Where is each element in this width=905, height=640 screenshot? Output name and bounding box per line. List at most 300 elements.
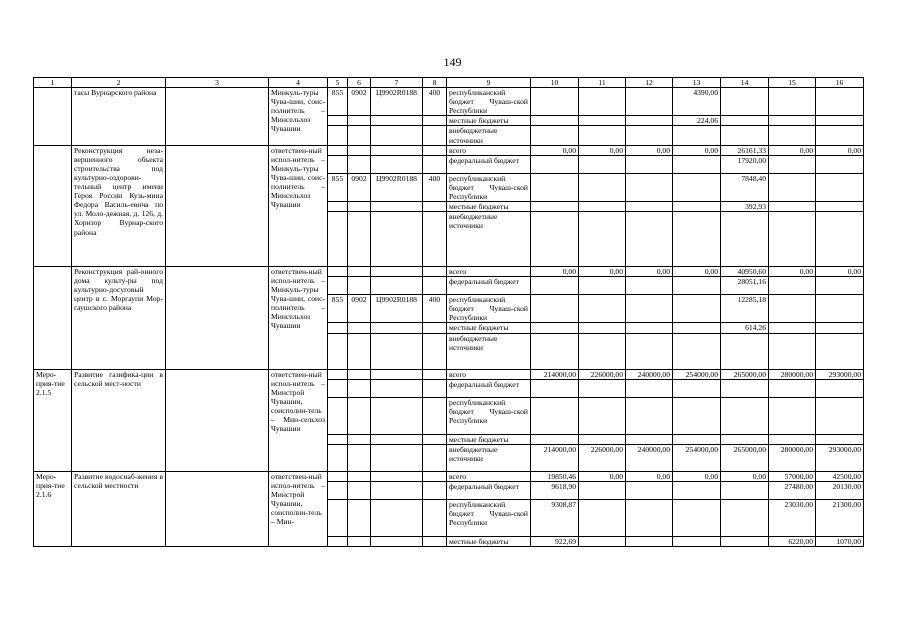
- table-cell: [769, 126, 816, 145]
- table-cell: [531, 276, 579, 294]
- table-cell: [673, 155, 721, 173]
- table-cell: [328, 398, 348, 434]
- table-cell: 0,00: [769, 145, 816, 155]
- table-cell: внебюджетные источники: [447, 212, 531, 267]
- table-cell: [626, 434, 673, 444]
- table-cell: [348, 434, 371, 444]
- table-cell: 922,69: [531, 536, 579, 546]
- table-cell: [769, 398, 816, 434]
- table-cell: 226000,00: [579, 369, 626, 379]
- table-cell: [371, 482, 423, 500]
- table-cell: Меро-прия-тие 2.1.6: [34, 471, 72, 546]
- table-cell: всего: [447, 266, 531, 276]
- table-cell: [626, 295, 673, 323]
- table-cell: [328, 444, 348, 471]
- table-cell: [816, 380, 864, 398]
- column-number-8: 8: [423, 78, 447, 88]
- table-cell: всего: [447, 471, 531, 481]
- table-cell: [579, 398, 626, 434]
- table-cell: [769, 116, 816, 126]
- table-cell: [328, 434, 348, 444]
- table-cell: [166, 88, 269, 146]
- table-cell: [328, 276, 348, 294]
- table-cell: [673, 500, 721, 536]
- table-cell: [371, 536, 423, 546]
- table-cell: внебюджетные источники: [447, 126, 531, 145]
- table-cell: 0902: [348, 88, 371, 116]
- column-number-4: 4: [269, 78, 328, 88]
- table-cell: 280000,00: [769, 369, 816, 379]
- table-cell: [34, 145, 72, 266]
- table-cell: тасы Вурнарского района: [72, 88, 166, 146]
- table-cell: [328, 116, 348, 126]
- table-cell: 400: [423, 295, 447, 323]
- table-cell: [769, 276, 816, 294]
- table-cell: [328, 536, 348, 546]
- table-cell: ответствен-ный испол-нитель – Минстрой Чувашии, соисполни-тель – Мин-сельхоз Чувашии: [269, 369, 328, 471]
- table-cell: [328, 202, 348, 212]
- table-cell: местные бюджеты: [447, 116, 531, 126]
- table-cell: [328, 155, 348, 173]
- table-cell: [626, 482, 673, 500]
- table-cell: [721, 536, 769, 546]
- table-cell: [673, 536, 721, 546]
- table-cell: [348, 155, 371, 173]
- table-cell: Минкуль-туры Чува-шии, соис-полнитель – Минсельхоз Чувашии: [269, 88, 328, 146]
- table-cell: [348, 333, 371, 369]
- column-number-1: 1: [34, 78, 72, 88]
- table-cell: ответствен-ный испол-нитель – Минстрой Чувашии, соисполни-тель – Мин-: [269, 471, 328, 546]
- column-number-row: [34, 78, 864, 88]
- table-cell: всего: [447, 369, 531, 379]
- column-number-2: 2: [72, 78, 166, 88]
- table-cell: [673, 276, 721, 294]
- table-cell: 265000,00: [721, 369, 769, 379]
- table-cell: Ц9902R0188: [371, 295, 423, 323]
- table-cell: местные бюджеты: [447, 434, 531, 444]
- table-cell: [371, 126, 423, 145]
- table-cell: 0,00: [721, 471, 769, 481]
- table-cell: [816, 116, 864, 126]
- table-cell: [423, 333, 447, 369]
- table-cell: [626, 202, 673, 212]
- budget-table: [33, 77, 864, 547]
- page-number: 149: [443, 55, 462, 69]
- table-cell: [579, 380, 626, 398]
- table-cell: [166, 369, 269, 471]
- table-cell: 0,00: [579, 471, 626, 481]
- table-cell: [328, 145, 348, 155]
- table-cell: 855: [328, 173, 348, 201]
- table-cell: [816, 434, 864, 444]
- table-cell: [371, 380, 423, 398]
- table-cell: 400: [423, 88, 447, 116]
- table-cell: [721, 482, 769, 500]
- table-cell: [673, 323, 721, 333]
- table-cell: 42500,00: [816, 471, 864, 481]
- table-cell: [673, 398, 721, 434]
- table-cell: [328, 369, 348, 379]
- table-cell: [579, 536, 626, 546]
- table-cell: республиканский бюджет Чуваш-ской Республики: [447, 398, 531, 434]
- table-cell: 214000,00: [531, 369, 579, 379]
- table-cell: [328, 471, 348, 481]
- table-cell: [721, 116, 769, 126]
- table-cell: [579, 88, 626, 116]
- table-cell: [371, 398, 423, 434]
- table-cell: [371, 202, 423, 212]
- table-cell: [531, 202, 579, 212]
- table-cell: 28051,16: [721, 276, 769, 294]
- table-cell: [816, 88, 864, 116]
- table-cell: [371, 276, 423, 294]
- table-cell: [579, 500, 626, 536]
- table-cell: 400: [423, 173, 447, 201]
- table-row: [34, 145, 864, 155]
- table-cell: всего: [447, 145, 531, 155]
- table-cell: [673, 380, 721, 398]
- table-cell: [816, 333, 864, 369]
- table-cell: [371, 434, 423, 444]
- table-cell: местные бюджеты: [447, 202, 531, 212]
- table-cell: [348, 116, 371, 126]
- table-cell: [579, 173, 626, 201]
- column-number-15: 15: [769, 78, 816, 88]
- table-cell: [816, 398, 864, 434]
- table-cell: [348, 380, 371, 398]
- table-cell: [348, 471, 371, 481]
- table-cell: 40950,60: [721, 266, 769, 276]
- table-cell: [626, 116, 673, 126]
- table-cell: [626, 155, 673, 173]
- table-cell: [328, 482, 348, 500]
- table-cell: [348, 126, 371, 145]
- column-number-12: 12: [626, 78, 673, 88]
- table-row: [34, 369, 864, 379]
- table-cell: 265000,00: [721, 444, 769, 471]
- table-cell: [371, 212, 423, 267]
- table-cell: 9618,90: [531, 482, 579, 500]
- table-cell: [579, 202, 626, 212]
- column-number-13: 13: [673, 78, 721, 88]
- table-cell: [816, 202, 864, 212]
- table-cell: [348, 276, 371, 294]
- table-cell: 0902: [348, 295, 371, 323]
- table-cell: [423, 500, 447, 536]
- table-cell: [626, 380, 673, 398]
- table-cell: [769, 380, 816, 398]
- table-cell: [371, 145, 423, 155]
- table-body: [34, 78, 864, 547]
- table-cell: 0,00: [816, 266, 864, 276]
- table-cell: [769, 212, 816, 267]
- table-cell: [348, 398, 371, 434]
- table-cell: 0,00: [673, 266, 721, 276]
- budget-table-container: [33, 77, 864, 547]
- table-cell: [328, 266, 348, 276]
- table-cell: [626, 212, 673, 267]
- table-cell: [769, 202, 816, 212]
- table-cell: [626, 323, 673, 333]
- table-cell: [371, 266, 423, 276]
- table-cell: [348, 500, 371, 536]
- table-cell: 6220,00: [769, 536, 816, 546]
- table-cell: [626, 398, 673, 434]
- table-cell: [531, 212, 579, 267]
- table-cell: [673, 295, 721, 323]
- table-cell: [579, 295, 626, 323]
- table-cell: [816, 173, 864, 201]
- table-cell: [721, 500, 769, 536]
- table-cell: [673, 333, 721, 369]
- table-cell: [371, 155, 423, 173]
- table-cell: [423, 482, 447, 500]
- table-cell: [166, 266, 269, 369]
- table-cell: [328, 380, 348, 398]
- table-cell: [531, 380, 579, 398]
- table-cell: [769, 323, 816, 333]
- table-cell: [769, 88, 816, 116]
- table-cell: ответствен-ный испол-нитель – Минкуль-туры Чува-шии, соис-полнитель – Минсельхоз Чувашии: [269, 145, 328, 266]
- table-cell: 12285,18: [721, 295, 769, 323]
- table-cell: 21300,00: [816, 500, 864, 536]
- table-cell: [348, 145, 371, 155]
- table-cell: [816, 295, 864, 323]
- table-cell: 0,00: [531, 266, 579, 276]
- table-cell: [626, 126, 673, 145]
- table-cell: [348, 212, 371, 267]
- table-cell: [423, 116, 447, 126]
- table-cell: [721, 398, 769, 434]
- table-cell: [579, 155, 626, 173]
- table-cell: [769, 333, 816, 369]
- column-number-11: 11: [579, 78, 626, 88]
- table-cell: [626, 276, 673, 294]
- table-cell: [579, 276, 626, 294]
- table-cell: федеральный бюджет: [447, 482, 531, 500]
- table-cell: 240000,00: [626, 444, 673, 471]
- table-cell: [348, 482, 371, 500]
- table-cell: [166, 471, 269, 546]
- table-cell: 20130,00: [816, 482, 864, 500]
- table-cell: 0,00: [531, 145, 579, 155]
- table-cell: местные бюджеты: [447, 536, 531, 546]
- table-cell: [579, 323, 626, 333]
- table-cell: [769, 434, 816, 444]
- table-cell: [423, 145, 447, 155]
- table-cell: 7848,40: [721, 173, 769, 201]
- table-cell: 19850,46: [531, 471, 579, 481]
- table-cell: Меро-прия-тие 2.1.5: [34, 369, 72, 471]
- table-cell: Развитие водоснаб-жения в сельской местности: [72, 471, 166, 546]
- table-cell: [371, 500, 423, 536]
- table-cell: [423, 536, 447, 546]
- table-cell: 4390,00: [673, 88, 721, 116]
- table-cell: 0,00: [626, 145, 673, 155]
- table-cell: [626, 173, 673, 201]
- table-cell: [626, 500, 673, 536]
- table-cell: [423, 380, 447, 398]
- table-cell: [769, 155, 816, 173]
- table-cell: республиканский бюджет Чуваш-ской Республики: [447, 88, 531, 116]
- table-cell: 0,00: [769, 266, 816, 276]
- table-cell: федеральный бюджет: [447, 155, 531, 173]
- table-cell: [423, 276, 447, 294]
- table-cell: [531, 398, 579, 434]
- table-cell: федеральный бюджет: [447, 380, 531, 398]
- table-cell: 17920,00: [721, 155, 769, 173]
- table-cell: [673, 173, 721, 201]
- table-cell: 254000,00: [673, 444, 721, 471]
- table-cell: [626, 88, 673, 116]
- table-cell: [721, 88, 769, 116]
- table-cell: [371, 116, 423, 126]
- table-cell: 240000,00: [626, 369, 673, 379]
- table-cell: Реконструкция рай-онного дома культу-ры под культурно-досуговый центр в с. Моргаупи Мор-гаушского района: [72, 266, 166, 369]
- table-cell: [371, 471, 423, 481]
- table-cell: [816, 126, 864, 145]
- table-cell: 0,00: [673, 145, 721, 155]
- table-cell: федеральный бюджет: [447, 276, 531, 294]
- table-cell: [371, 444, 423, 471]
- table-cell: [626, 536, 673, 546]
- table-cell: 0,00: [626, 471, 673, 481]
- table-cell: 293000,00: [816, 444, 864, 471]
- table-cell: [673, 482, 721, 500]
- table-cell: [579, 126, 626, 145]
- table-cell: [579, 333, 626, 369]
- table-cell: [579, 116, 626, 126]
- table-cell: [166, 145, 269, 266]
- table-cell: 614,26: [721, 323, 769, 333]
- table-cell: [816, 276, 864, 294]
- table-cell: 254000,00: [673, 369, 721, 379]
- table-cell: 23030,00: [769, 500, 816, 536]
- table-cell: Ц9902R0188: [371, 173, 423, 201]
- table-cell: [371, 369, 423, 379]
- table-cell: республиканский бюджет Чуваш-ской Республики: [447, 295, 531, 323]
- column-number-6: 6: [348, 78, 371, 88]
- table-cell: [328, 212, 348, 267]
- table-cell: [348, 369, 371, 379]
- table-cell: [531, 434, 579, 444]
- table-cell: ответствен-ный испол-нитель – Минкуль-туры Чува-шии, соис-полнитель – Минсельхоз Чувашии: [269, 266, 328, 369]
- table-cell: [371, 323, 423, 333]
- table-cell: [348, 536, 371, 546]
- table-cell: [348, 444, 371, 471]
- table-cell: [579, 434, 626, 444]
- table-cell: [423, 212, 447, 267]
- table-cell: [34, 88, 72, 146]
- table-cell: [673, 434, 721, 444]
- table-cell: [423, 323, 447, 333]
- table-cell: [721, 333, 769, 369]
- table-cell: 224,06: [673, 116, 721, 126]
- table-cell: [348, 202, 371, 212]
- column-number-10: 10: [531, 78, 579, 88]
- column-number-9: 9: [447, 78, 531, 88]
- table-cell: внебюджетные источники: [447, 333, 531, 369]
- table-cell: 855: [328, 88, 348, 116]
- table-cell: [423, 266, 447, 276]
- table-cell: внебюджетные источники: [447, 444, 531, 471]
- table-cell: [721, 126, 769, 145]
- column-number-7: 7: [371, 78, 423, 88]
- table-cell: [328, 333, 348, 369]
- column-number-16: 16: [816, 78, 864, 88]
- table-cell: 26161,33: [721, 145, 769, 155]
- table-cell: Реконструкция неза-вершенного объекта строительства под культурно-оздорови-тельный центр имени Героя России Кузь-мина Федора Василь-евича по ул. Моло-дежная, д. 126, д. Хорнзор Вурнар-ского района: [72, 145, 166, 266]
- table-cell: [531, 295, 579, 323]
- column-number-14: 14: [721, 78, 769, 88]
- table-cell: Развитие газифика-ции в сельской мест-ности: [72, 369, 166, 471]
- table-cell: 855: [328, 295, 348, 323]
- column-number-5: 5: [328, 78, 348, 88]
- table-cell: 0,00: [579, 266, 626, 276]
- table-cell: республиканский бюджет Чуваш-ской Республики: [447, 173, 531, 201]
- table-cell: Ц9902R0188: [371, 88, 423, 116]
- table-cell: [531, 88, 579, 116]
- table-cell: [348, 323, 371, 333]
- table-cell: [348, 266, 371, 276]
- table-cell: 293000,00: [816, 369, 864, 379]
- table-cell: [423, 369, 447, 379]
- table-cell: 392,93: [721, 202, 769, 212]
- table-cell: [328, 126, 348, 145]
- table-cell: [769, 173, 816, 201]
- table-cell: 226000,00: [579, 444, 626, 471]
- table-row: [34, 471, 864, 481]
- table-cell: [531, 323, 579, 333]
- table-cell: [423, 471, 447, 481]
- table-cell: [531, 155, 579, 173]
- table-cell: [769, 295, 816, 323]
- table-cell: [531, 333, 579, 369]
- table-cell: [721, 212, 769, 267]
- table-cell: [531, 116, 579, 126]
- table-cell: [579, 482, 626, 500]
- table-cell: [328, 323, 348, 333]
- table-cell: [423, 434, 447, 444]
- table-cell: [721, 434, 769, 444]
- table-cell: 0,00: [626, 266, 673, 276]
- table-cell: 0,00: [673, 471, 721, 481]
- table-cell: 280000,00: [769, 444, 816, 471]
- table-cell: 0,00: [579, 145, 626, 155]
- table-cell: [423, 398, 447, 434]
- table-cell: [531, 126, 579, 145]
- table-cell: 0,00: [816, 145, 864, 155]
- table-cell: [673, 212, 721, 267]
- table-cell: [673, 126, 721, 145]
- column-number-3: 3: [166, 78, 269, 88]
- table-cell: 9308,87: [531, 500, 579, 536]
- table-cell: 57000,00: [769, 471, 816, 481]
- table-cell: [673, 202, 721, 212]
- table-cell: [34, 266, 72, 369]
- table-cell: 1070,00: [816, 536, 864, 546]
- table-cell: [423, 444, 447, 471]
- table-cell: [626, 333, 673, 369]
- table-row: [34, 266, 864, 276]
- table-cell: 214000,00: [531, 444, 579, 471]
- table-cell: [579, 212, 626, 267]
- table-cell: [371, 333, 423, 369]
- table-cell: [816, 323, 864, 333]
- table-row: [34, 88, 864, 97]
- table-cell: 27480,00: [769, 482, 816, 500]
- table-cell: [816, 155, 864, 173]
